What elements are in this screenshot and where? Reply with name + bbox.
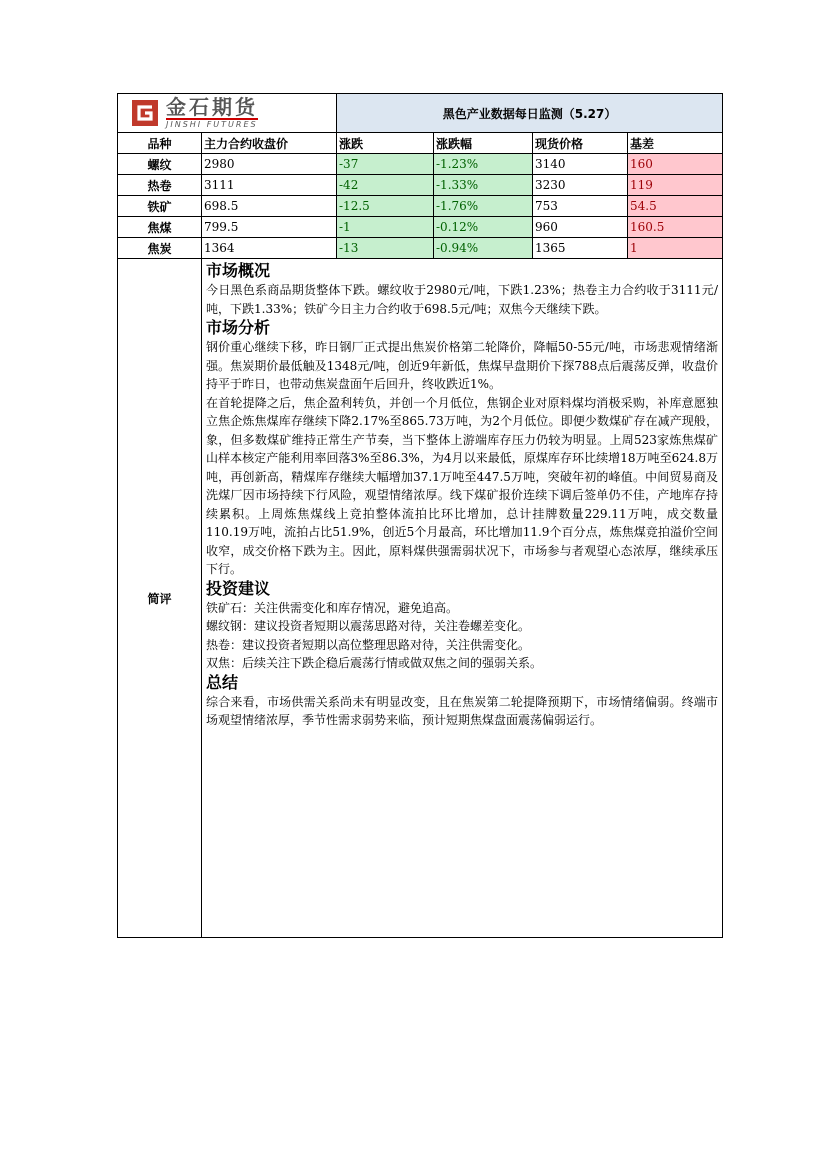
comment-row [118, 259, 723, 938]
basis-value: 160 [628, 154, 723, 175]
price-change-pct: -0.12% [434, 217, 533, 238]
price-change-pct: -0.94% [434, 238, 533, 259]
logo-english-text: JINSHI FUTURES [166, 120, 258, 129]
col-header-variety: 品种 [118, 133, 202, 154]
price-change-pct: -1.76% [434, 196, 533, 217]
overview-text: 今日黑色系商品期货整体下跌。螺纹收于2980元/吨，下跌1.23%；热卷主力合约收于3111元/吨，下跌1.33%；铁矿今日主力合约收于698.5元/吨；双焦今天继续下跌。 [206, 283, 719, 316]
advice-hot-coil: 热卷：建议投资者短期以高位整理思路对待，关注供需变化。 [206, 637, 531, 652]
spot-price: 753 [533, 196, 628, 217]
col-header-spot: 现货价格 [533, 133, 628, 154]
column-header-row [118, 133, 723, 154]
advice-iron-ore: 铁矿石：关注供需变化和库存情况，避免追高。 [206, 600, 459, 615]
close-price: 2980 [202, 154, 337, 175]
basis-value: 160.5 [628, 217, 723, 238]
price-change: -12.5 [337, 196, 434, 217]
company-logo [118, 94, 336, 132]
spot-price: 960 [533, 217, 628, 238]
basis-value: 119 [628, 175, 723, 196]
price-change: -42 [337, 175, 434, 196]
close-price: 3111 [202, 175, 337, 196]
header-row [118, 94, 723, 133]
overview-title: 市场概况 [206, 261, 271, 280]
table-row [118, 196, 723, 217]
price-change: -1 [337, 217, 434, 238]
analysis-paragraph-1: 钢价重心继续下移，昨日钢厂正式提出焦炭价格第二轮降价，降幅50-55元/吨，市场悲观情绪渐强。焦炭期价最低触及1348元/吨，创近9年新低，焦煤早盘期价下探788点后震荡反弹，收盘价持平于昨日，也带动焦炭盘面午后回升，终收跌近1%。 [206, 340, 719, 391]
summary-text: 综合来看，市场供需关系尚未有明显改变，且在焦炭第二轮提降预期下，市场情绪偏弱。终端市场观望情绪浓厚，季节性需求弱势来临，预计短期焦煤盘面震荡偏弱运行。 [206, 694, 719, 727]
close-price: 799.5 [202, 217, 337, 238]
spot-price: 3230 [533, 175, 628, 196]
report-sheet [117, 93, 722, 938]
logo-chinese-text: 金石期货 [166, 95, 258, 119]
col-header-pct: 涨跌幅 [434, 133, 533, 154]
price-change-pct: -1.23% [434, 154, 533, 175]
logo-cell [118, 94, 337, 133]
data-table [117, 93, 723, 938]
product-name: 螺纹 [118, 154, 202, 175]
summary-title: 总结 [206, 672, 239, 692]
close-price: 698.5 [202, 196, 337, 217]
advice-title: 投资建议 [206, 578, 271, 598]
product-name: 热卷 [118, 175, 202, 196]
col-header-close: 主力合约收盘价 [202, 133, 337, 154]
logo-mark-icon [130, 98, 160, 128]
price-change-pct: -1.33% [434, 175, 533, 196]
basis-value: 1 [628, 238, 723, 259]
spot-price: 3140 [533, 154, 628, 175]
analysis-title: 市场分析 [206, 318, 271, 337]
spot-price: 1365 [533, 238, 628, 259]
product-name: 焦煤 [118, 217, 202, 238]
comment-label: 简评 [118, 259, 202, 938]
table-row [118, 238, 723, 259]
report-title: 黑色产业数据每日监测（5.27） [337, 94, 723, 133]
table-row [118, 175, 723, 196]
analysis-paragraph-2: 在首轮提降之后，焦企盈利转负，并创一个月低位，焦钢企业对原料煤均消极采购，补库意愿独立焦企炼焦煤库存继续下降2.17%至865.73万吨，为2个月低位。即便少数煤矿存在减产现般，象，但多数煤矿维持正常生产节奏，当下整体上游端库存压力仍较为明显。上周523家炼焦煤矿山样本核定产能利用率回落3%至86.3%，为4月以来最低，原煤库存环比续增18万吨至624.8万吨，再创新高，精煤库存继续大幅增加37.1万吨至447.5万吨，突破年初的峰值。中间贸易商及洗煤厂因市场持续下行风险，观望情绪浓厚。线下煤矿报价连续下调后签单仍不佳，产地库存持续累积。上周炼焦煤线上竞拍整体流拍比环比增加，总计挂牌数量229.11万吨，成交数量110.19万吨，流拍占比51.9%，创近5个月最高，环比增加11.9个百分点，炼焦煤竞拍溢价空间收窄，成交价格下跌为主。因此，原料煤供强需弱状况下，市场参与者观望心态浓厚，继续承压下行。 [206, 395, 719, 576]
price-change: -13 [337, 238, 434, 259]
close-price: 1364 [202, 238, 337, 259]
basis-value: 54.5 [628, 196, 723, 217]
table-row [118, 217, 723, 238]
col-header-basis: 基差 [628, 133, 723, 154]
advice-coke: 双焦：后续关注下跌企稳后震荡行情或做双焦之间的强弱关系。 [206, 656, 543, 670]
col-header-change: 涨跌 [337, 133, 434, 154]
comment-body [202, 259, 723, 938]
advice-rebar: 螺纹钢：建议投资者短期以震荡思路对待，关注卷螺差变化。 [206, 619, 531, 633]
product-name: 焦炭 [118, 238, 202, 259]
table-row [118, 154, 723, 175]
product-name: 铁矿 [118, 196, 202, 217]
price-change: -37 [337, 154, 434, 175]
